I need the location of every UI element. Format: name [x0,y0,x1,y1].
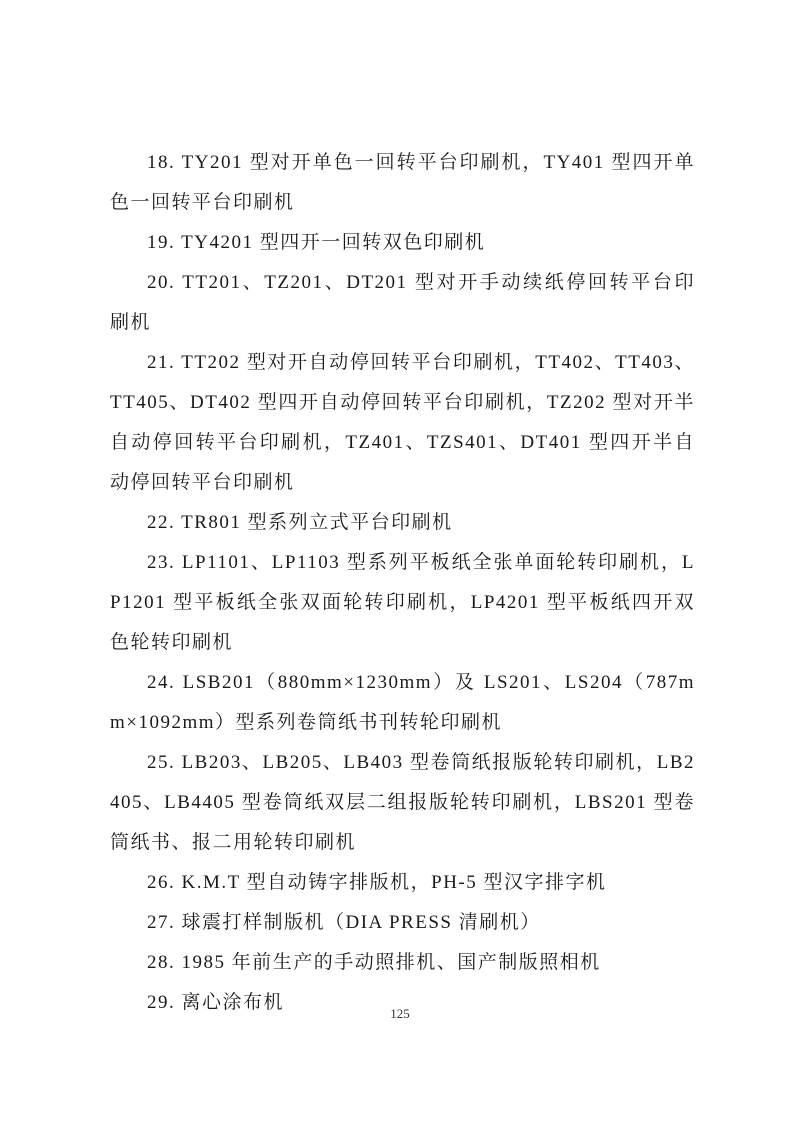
list-item: 25. LB203、LB205、LB403 型卷筒纸报版轮转印刷机，LB2405、LB4405 型卷筒纸双层二组报版轮转印刷机，LBS201 型卷筒纸书、报二用轮转印刷机 [110,752,695,853]
list-item: 27. 球震打样制版机（DIA PRESS 清刷机） [147,912,541,933]
page-number: 125 [390,1006,410,1021]
list-item: 22. TR801 型系列立式平台印刷机 [147,512,453,533]
list-item: 21. TT202 型对开自动停回转平台印刷机，TT402、TT403、TT405、DT402 型四开自动停回转平台印刷机，TZ202 型对开半自动停回转平台印刷机，TZ401、TZS401、DT401 型四开半自动停回转平台印刷机 [110,352,695,493]
list-item: 29. 离心涂布机 [147,992,285,1013]
item-list [110,143,695,1023]
list-item: 24. LSB201（880mm×1230mm）及 LS201、LS204（787mm×1092mm）型系列卷筒纸书刊转轮印刷机 [110,672,695,733]
list-item: 28. 1985 年前生产的手动照排机、国产制版照相机 [147,952,601,973]
list-item: 20. TT201、TZ201、DT201 型对开手动续纸停回转平台印刷机 [110,272,695,333]
list-item: 23. LP1101、LP1103 型系列平板纸全张单面轮转印刷机，LP1201 型平板纸全张双面轮转印刷机，LP4201 型平板纸四开双色轮转印刷机 [110,552,695,653]
list-item: 26. K.M.T 型自动铸字排版机，PH-5 型汉字排字机 [147,872,607,893]
list-item: 19. TY4201 型四开一回转双色印刷机 [147,232,486,253]
list-item: 18. TY201 型对开单色一回转平台印刷机，TY401 型四开单色一回转平台印刷机 [110,152,695,213]
